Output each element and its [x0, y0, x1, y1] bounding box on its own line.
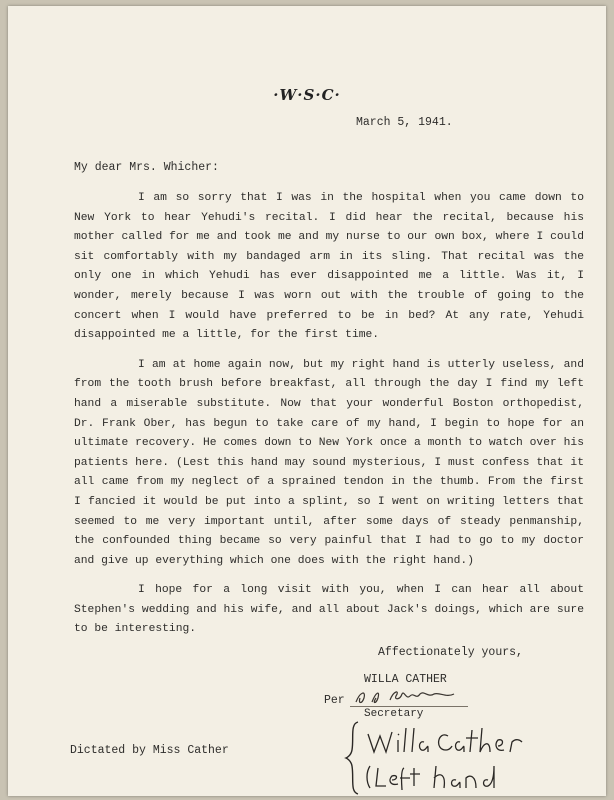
secretary-signature [350, 686, 472, 708]
dictated-note: Dictated by Miss Cather [70, 744, 229, 757]
typed-signature-name: WILLA CATHER [364, 673, 447, 686]
letter-body [74, 189, 584, 650]
letter-page [8, 6, 606, 796]
letterhead-monogram: ·W·S·C· [273, 86, 341, 104]
handwritten-signature [344, 718, 544, 798]
paragraph: I am at home again now, but my right hand is utterly useless, and from the tooth brush before breakfast, all through the day I find my left hand a miserable substitute. Now that your wonderful Boston orthopedist, Dr. Frank Ober, has begun to take care of my hand, I begin to hope for an ultimate recovery. He comes down to New York once a month to watch over his patients here. (Lest this hand may sound mysterious, I must confess that it all came from my neglect of a sprained tendon in the thumb. From the first I fancied it would be put into a splint, so I went on writing letters that seemed to me very important until, after some days of steady penmanship, the confounded thing became so very painful that I had to go to my doctor and give up everything which one does with the right hand.) [74, 358, 584, 567]
secretary-label: Secretary [364, 708, 424, 720]
paragraph: I am so sorry that I was in the hospital when you came down to New York to hear Yehudi's recital. I did hear the recital, because his mother called for me and took me and my nurse to our own box, where I could sit comfortably with my bandaged arm in its sling. That recital was the only one in which Yehudi has ever disappointed me a little. Was it, I wonder, merely because I was worn out with the trouble of going to the concert when I would have preferred to be in bed? At any rate, Yehudi disappointed me a little, for the first time. [74, 192, 584, 342]
signature-line [350, 706, 468, 707]
letter-date: March 5, 1941. [356, 116, 453, 129]
closing: Affectionately yours, [378, 646, 523, 659]
brace-mark [346, 722, 358, 794]
paragraph: I hope for a long visit with you, when I can hear all about Stephen's wedding and his wife, and all about Jack's doings, which are sure to be interesting. [74, 584, 584, 636]
salutation: My dear Mrs. Whicher: [74, 161, 219, 174]
per-label: Per [324, 694, 345, 707]
